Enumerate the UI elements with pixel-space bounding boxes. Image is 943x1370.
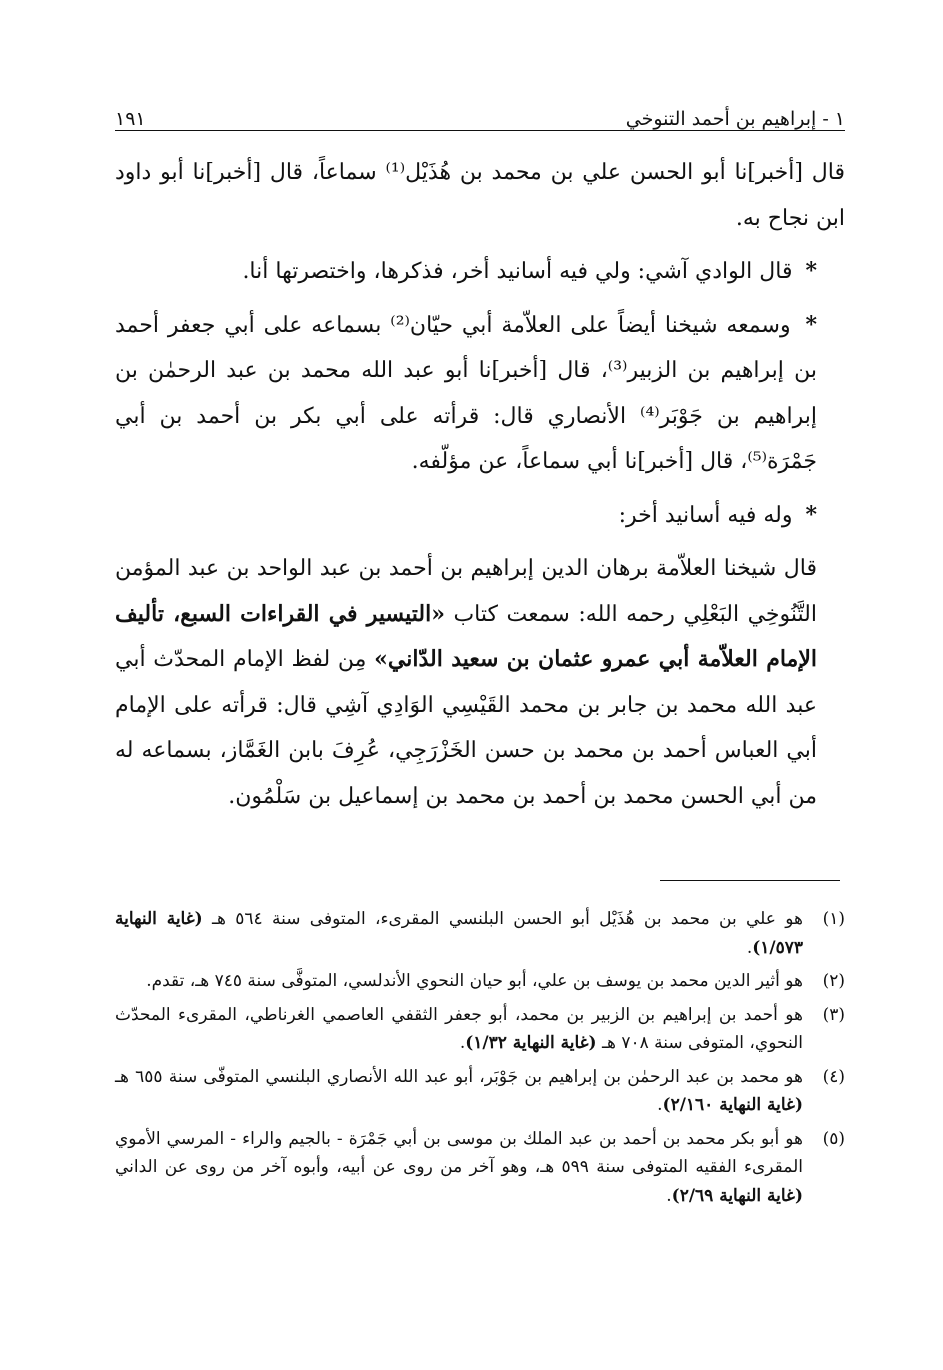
- footnote-body: [115, 1063, 803, 1120]
- paragraph-2: [115, 249, 845, 295]
- paragraph-4-text: وله فيه أسانيد أخر:: [618, 502, 793, 528]
- footnote-reference: (غاية النهاية ٢/٦٩): [671, 1185, 803, 1206]
- footnote-body: [115, 905, 803, 962]
- footnote-text: هو محمد بن عبد الرحمٰن بن إبراهيم بن جَوْبَر، أبو عبد الله الأنصاري البلنسي المتوفّى سنة ٦٥٥ هـ: [115, 1066, 803, 1087]
- footnote-text: هو أحمد بن إبراهيم بن الزبير بن محمد، أبو جعفر الثقفي العاصمي الغرناطي، المقرىء المحدّث النحوي، المتوفى سنة ٧٠٨ هـ: [115, 1004, 803, 1053]
- footnotes: [115, 905, 845, 1215]
- chapter-title: ١ - إبراهيم بن أحمد التنوخي: [625, 108, 845, 130]
- paragraph-3-text: وسمعه شيخنا أيضاً على العلاّمة أبي حيّان⁽²⁾ بسماعه على أبي جعفر أحمد بن إبراهيم بن الزبير⁽³⁾، قال [أخبر]نا أبو عبد الله محمد بن عبد الرحمٰن بن إبراهيم بن جَوْبَر⁽⁴⁾ الأنصاري قال: قرأته على أبي بكر بن أحمد بن أبي جَمْرَة⁽⁵⁾، قال [أخبر]نا أبي سماعاً، عن مؤلّفه.: [115, 312, 817, 474]
- paragraph-1: قال [أخبر]نا أبو الحسن علي بن محمد بن هُذَيْل⁽¹⁾ سماعاً، قال [أخبر]نا أبو داود ابن نجاح به.: [115, 160, 845, 231]
- footnote-text: هو أبو بكر محمد بن أحمد بن عبد الملك بن موسى بن أبي جَمْرَة - بالجيم والراء - المرسي الأموي المقرىء الفقيه المتوفى سنة ٥٩٩ هـ، وهو آخر من روى عن أبيه، وأبوه آخر من روى عن الداني: [115, 1128, 803, 1177]
- footnote-tail: .: [666, 1185, 672, 1206]
- footnote-1: [115, 905, 845, 962]
- paragraph-5-text-a: قال شيخنا العلاّمة برهان الدين إبراهيم بن أحمد بن عبد الواحد بن عبد المؤمن التَّنُوخِي البَعْلِي رحمه الله: سمعت كتاب: [115, 556, 817, 627]
- book-title: «التيسير في القراءات السبع، تأليف الإمام العلاّمة أبي عمرو عثمان بن سعيد الدّاني»: [115, 600, 817, 672]
- footnote-tail: .: [459, 1033, 466, 1053]
- footnote-number: (٢): [822, 971, 845, 991]
- book-page: [115, 0, 845, 1370]
- paragraph-5: [115, 546, 845, 819]
- footnote-4: [115, 1063, 845, 1120]
- footnote-reference: (غاية النهاية ٢/١٦٠): [662, 1095, 803, 1115]
- footnote-reference: (غاية النهاية ١/٥٧٣): [115, 909, 803, 958]
- asterisk-mark: *: [805, 311, 817, 338]
- footnote-3: [115, 1001, 845, 1058]
- footnote-tail: .: [657, 1095, 663, 1115]
- paragraph-5-text-b: مِن لفظ الإمام المحدّث أبي عبد الله محمد بن جابر بن محمد القَيْسِي الوَادِي آشِي قال: قرأته على الإمام أبي العباس أحمد بن محمد بن حسن الخَزْرَجِي، عُرِفَ بابن الغَمَّاز، بسماعه له من أبي الحسن محمد بن أحمد بن محمد بن إسماعيل بن سَلْمُون.: [115, 647, 817, 809]
- page-number: ١٩١: [115, 108, 146, 130]
- paragraph-3: [115, 303, 845, 485]
- footnote-body: [115, 1125, 803, 1211]
- footnote-divider: [660, 880, 840, 881]
- paragraph-2-text: قال الوادي آشي: ولي فيه أسانيد أخر، فذكرها، واختصرتها أنا.: [242, 259, 793, 284]
- asterisk-mark: *: [805, 258, 817, 284]
- running-header: [115, 90, 845, 130]
- footnote-reference: (غاية النهاية ١/٣٢): [465, 1033, 597, 1053]
- paragraph-4: [115, 493, 845, 539]
- footnote-body: [115, 1001, 803, 1058]
- footnote-number: (٣): [822, 1004, 845, 1025]
- footnote-5: [115, 1125, 845, 1211]
- asterisk-mark: *: [805, 501, 817, 528]
- main-text: [115, 150, 845, 819]
- footnote-tail: .: [746, 937, 753, 958]
- footnote-body: [115, 967, 803, 996]
- footnote-number: (٥): [822, 1128, 845, 1149]
- header-divider: [115, 130, 845, 131]
- footnote-number: (١): [822, 909, 845, 929]
- footnote-number: (٤): [822, 1066, 845, 1087]
- footnote-text: هو علي بن محمد بن هُذَيْل أبو الحسن البلنسي المقرىء، المتوفى سنة ٥٦٤ هـ: [212, 909, 803, 929]
- footnote-text: هو أثير الدين محمد بن يوسف بن علي، أبو حيان النحوي الأندلسي، المتوفَّى سنة ٧٤٥ هـ، تقدم.: [146, 971, 803, 991]
- footnote-2: [115, 967, 845, 996]
